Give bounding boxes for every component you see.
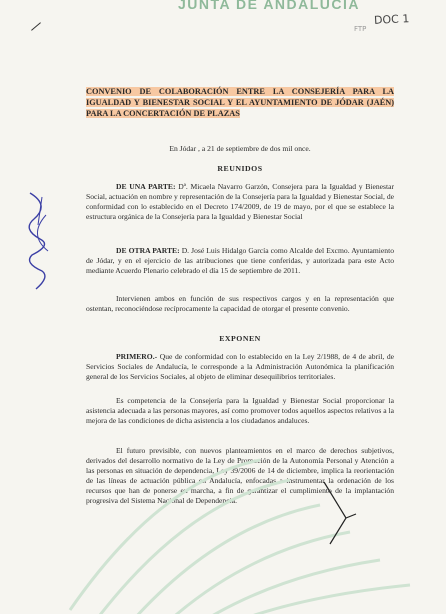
exponen-heading: EXPONEN <box>219 334 261 343</box>
party-one-label: DE UNA PARTE: <box>116 182 176 191</box>
document-title <box>86 86 394 119</box>
party-two-label: DE OTRA PARTE: <box>116 246 180 255</box>
handwritten-note: DOC 1 <box>373 12 410 27</box>
corner-pen-mark <box>31 22 41 30</box>
party-one-paragraph <box>86 182 394 222</box>
handwritten-note-small: FTP <box>354 25 367 33</box>
party-one-text: Dª. Micaela Navarro Garzón, Consejera para la Igualdad y Bienestar Social, actuación en nombre y representación de la Consejería para la Igualdad y Bienestar Social, de conformidad con lo establecido en el Decreto 174/2009, de 19 de mayo, por el que se establece la estructura orgánica de la Consejería para la Igualdad y Bienestar Social <box>86 182 394 221</box>
reunidos-heading: REUNIDOS <box>217 164 263 173</box>
party-two-paragraph <box>86 246 394 276</box>
intervienen-paragraph: Intervienen ambos en función de sus respectivos cargos y en la representación que ostentan, reconociéndose recíprocamente la capacidad de otorgar el presente convenio. <box>86 294 394 313</box>
primero-paragraph <box>86 352 394 382</box>
junta-logo-text: JUNTA DE ANDALUCIA <box>178 0 361 12</box>
party-two-text: D. José Luis Hidalgo García como Alcalde del Excmo. Ayuntamiento de Jódar, y en el ejercicio de las atribuciones que tiene conferidas, y autorizada para este Acto mediante Acuerdo Plenario celebrado el día 15 de septiembre de 2011. <box>86 246 394 275</box>
competencia-paragraph: Es competencia de la Consejería para la Igualdad y Bienestar Social proporcionar la asistencia adecuada a las personas mayores, así como promover todos aquellos aspectos relativos a la mejora de las condiciones de dicha asistencia a los ciudadanos andaluces. <box>86 396 394 425</box>
document-title-text: CONVENIO DE COLABORACIÓN ENTRE LA CONSEJERÍA PARA LA IGUALDAD Y BIENESTAR SOCIAL Y EL AYUNTAMIENTO DE JÓDAR (JAÉN) PARA LA CONCERTACIÓN DE PLAZAS <box>86 87 394 118</box>
primero-text: Que de conformidad con lo establecido en la Ley 2/1988, de 4 de abril, de Servicios Sociales de Andalucía, le corresponde a la Administración Autonómica la planificación general de los Servicios Sociales, al objeto de eliminar desequilibrios territoriales. <box>86 352 394 381</box>
primero-label: PRIMERO.- <box>116 352 158 361</box>
margin-signature-initials <box>20 185 60 295</box>
futuro-paragraph: El futuro previsible, con nuevos planteamientos en el marco de derechos subjetivos, derivados del desarrollo normativo de la Ley de Promoción de la Autonomía Personal y Atención a las personas en situación de dependencia, Ley 39/2006 de 14 de diciembre, implica la reorientación de las líneas de actuación pública en Andalucía, enfocadas a instrumentar la ordenación de los recursos que han de ponerse en marcha, a fin de garantizar el cumplimiento de la implantación progresiva del Sistema Nacional de Dependencia. <box>86 446 394 505</box>
place-date: En Jódar , a 21 de septiembre de dos mil once. <box>169 144 311 153</box>
